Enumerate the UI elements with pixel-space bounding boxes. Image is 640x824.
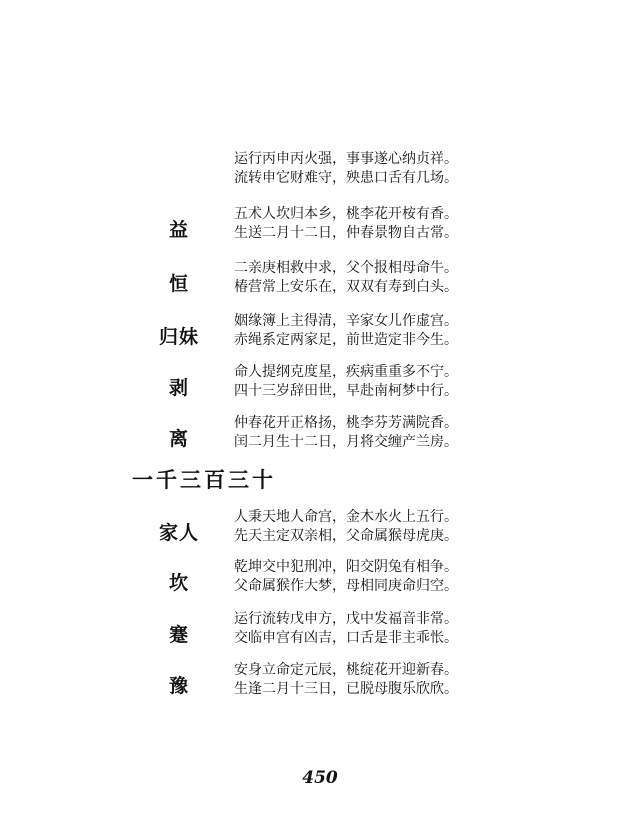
verse-line: 椿营常上安乐在，双双有寿到白头。 [234, 279, 458, 295]
hexagram-name: 坎 [168, 572, 189, 594]
verse-line: 运行丙申丙火强，事事遂心纳贞祥。 [234, 151, 458, 167]
verse-line: 人秉天地人命宫，金木水火上五行。 [234, 509, 458, 525]
entry-2 [0, 259, 640, 303]
page-number: 450 [302, 768, 338, 788]
verse-line: 乾坤交中犯刑冲，阳交阴兔有相争。 [234, 559, 458, 575]
hexagram-name: 剥 [168, 377, 189, 399]
verse [234, 363, 634, 401]
verse-line: 仲春花开正格扬，桃李芬芳满院香。 [234, 415, 458, 431]
verse-line: 父命属猴作大梦，母相同庚命归空。 [234, 578, 458, 594]
verse [234, 414, 634, 452]
hexagram-name: 家人 [158, 522, 199, 544]
entry-3 [0, 312, 640, 356]
verse-line: 二亲庚相救中求，父个报相母命牛。 [234, 260, 458, 276]
verse-line: 命人提纲克度星，疾病重重多不宁。 [234, 364, 458, 380]
verse-line: 姻缘簿上主得清，辛家女儿作虚宫。 [234, 313, 458, 329]
hexagram-name: 归妹 [158, 326, 199, 348]
hexagram-name: 蹇 [168, 624, 189, 646]
verse [234, 558, 634, 596]
hexagram-name: 恒 [168, 273, 189, 295]
entry-6 [0, 508, 640, 552]
verse-line: 四十三岁辞田世，早赴南柯梦中行。 [234, 383, 458, 399]
verse [234, 205, 634, 243]
verse [234, 312, 634, 350]
verse [234, 259, 634, 297]
verse-line: 安身立命定元辰，桃绽花开迎新春。 [234, 662, 458, 678]
hexagram-name: 益 [168, 219, 189, 241]
verse-line: 运行流转戊申方，戊中发福音非常。 [234, 611, 458, 627]
entry-0 [0, 150, 640, 194]
verse [234, 661, 634, 699]
verse-line: 流转申它财难守，殃患口舌有几场。 [234, 170, 458, 186]
entry-7 [0, 558, 640, 602]
hexagram-name: 豫 [168, 675, 189, 697]
verse [234, 610, 634, 648]
entry-5 [0, 414, 640, 458]
verse-line: 赤绳系定两家足，前世造定非今生。 [234, 332, 458, 348]
entry-4 [0, 363, 640, 407]
entry-8 [0, 610, 640, 654]
verse-line: 交临申宫有凶吉，口舌是非主乖怅。 [234, 630, 458, 646]
entry-1 [0, 205, 640, 249]
verse-line: 五术人坎归本乡，桃李花开桉有香。 [234, 206, 458, 222]
verse-line: 生送二月十二日，仲春景物自古常。 [234, 225, 458, 241]
section-title: 一千三百三十 [132, 467, 276, 492]
verse [234, 508, 634, 546]
verse-line: 生逢二月十三日，已脱母腹乐欣欣。 [234, 681, 458, 697]
entry-9 [0, 661, 640, 705]
verse [234, 150, 634, 188]
hexagram-name: 离 [168, 428, 189, 450]
verse-line: 闰二月生十二日，月将交缠产兰房。 [234, 434, 458, 450]
verse-line: 先天主定双亲相，父命属猴母虎庚。 [234, 528, 458, 544]
